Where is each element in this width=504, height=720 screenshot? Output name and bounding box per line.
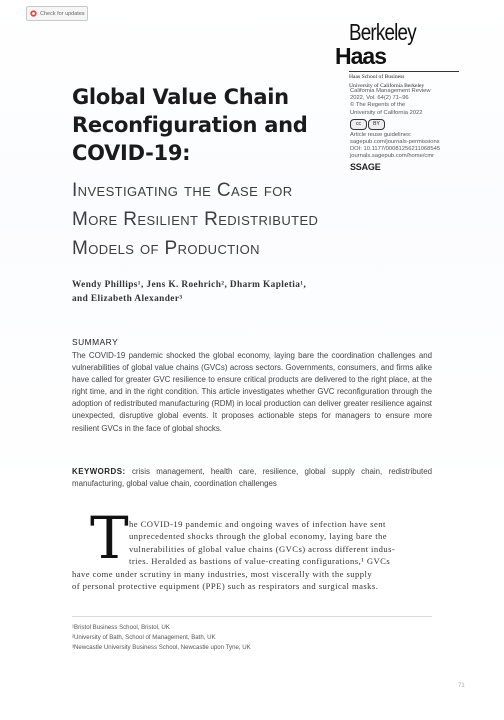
cc-by-icon: BY (368, 119, 385, 130)
check-for-updates-badge[interactable] (26, 6, 88, 21)
footnote: ¹Bristol Business School, Bristol, UK (72, 624, 170, 631)
article-title (72, 83, 322, 167)
body-line: tries. Heralded as bastions of value-creating configurations,¹ GVCs (129, 556, 391, 567)
body-line: he COVID-19 pandemic and ongoing waves of infection have sent (129, 519, 386, 529)
logo-school-line: Haas School of Business (349, 74, 405, 80)
logo-university-line: University of California Berkeley (349, 83, 425, 89)
keywords-text: crisis management, health care, resilience, global supply chain, redistributed manufacturing, global value chain, coordination challenges (72, 467, 432, 489)
keywords-label: KEYWORDS: (72, 467, 126, 476)
footnote: ²University of Bath, School of Management, Bath, UK (72, 634, 216, 642)
page-number: 71 (458, 683, 465, 689)
creative-commons-badge[interactable] (350, 119, 470, 130)
footnote: ³Newcastle University Business School, Newcastle upon Tyne, UK (72, 644, 251, 652)
body-line: vulnerabilities of global value chains (GVCs) across different indus- (129, 543, 396, 554)
drop-cap: T (90, 504, 129, 572)
sage-logo: SSAGE (350, 161, 381, 172)
keywords (72, 466, 432, 490)
body-line: unprecedented shocks through the global economy, laying bare the (129, 531, 388, 542)
doi-link[interactable]: DOI: 10.1177/00081256211068545 (350, 146, 441, 153)
title-line: Reconfiguration and (72, 113, 308, 137)
summary-heading: SUMMARY (72, 337, 119, 347)
article-subtitle (72, 176, 352, 263)
check-for-updates-label: Check for updates (40, 10, 85, 17)
footnotes (72, 623, 432, 654)
journal-name: California Management Review (350, 88, 431, 94)
permissions-link[interactable]: sagepub.com/journals-permissions (350, 139, 440, 146)
author-line: Wendy Phillips¹, Jens K. Roehrich², Dharm Kapletia¹, (72, 280, 307, 290)
subtitle-line: Models of Production (72, 238, 260, 259)
footnote-divider (72, 616, 432, 617)
logo-word-haas: Haas (335, 43, 386, 69)
body-line: of personal protective equipment (PPE) such as respirators and surgical masks. (72, 581, 379, 592)
copyright-line: © The Regents of the (350, 102, 406, 109)
journal-home-link[interactable]: journals.sagepub.com/home/cmr (350, 153, 435, 160)
subtitle-line: Investigating the Case for (72, 180, 293, 201)
summary-text: The COVID-19 pandemic shocked the global economy, laying bare the coordination challenges and vulnerabilities of global value chains (GVCs) across sectors. Governments, consumers, and firms alike have called for greater GVC resilience to ensure critical products are delivered to the right place, at the right time, and in the right condition. This article investigates whether GVC reconfiguration through the adoption of redistributed manufacturing (RDM) in local production can deliver greater resilience against unexpected, disruptive global events. It proposes actionable steps for managers to ensure more resilient GVCs in the face of global shocks. (72, 351, 432, 433)
logo-wordmark (335, 19, 459, 69)
subtitle-line: More Resilient Redistributed (72, 209, 319, 230)
author-list (72, 278, 372, 306)
title-line: COVID-19: (72, 141, 191, 165)
berkeley-haas-logo (335, 19, 459, 90)
copyright-line: University of California 2022 (350, 109, 423, 116)
logo-divider (349, 71, 459, 72)
title-line: Global Value Chain (72, 85, 289, 109)
journal-metadata (350, 88, 470, 171)
logo-word-berkeley: Berkeley (349, 19, 416, 45)
check-updates-icon (30, 10, 37, 17)
author-line: and Elizabeth Alexander³ (72, 294, 183, 304)
reuse-guidelines: Article reuse guidelines: (350, 131, 412, 138)
cc-icon: cc (350, 119, 367, 130)
body-paragraph (72, 518, 432, 592)
journal-volume: 2022, Vol. 64(2) 71–96 (350, 95, 409, 102)
body-line: have come under scrutiny in many industries, most viscerally with the supply (72, 568, 373, 579)
